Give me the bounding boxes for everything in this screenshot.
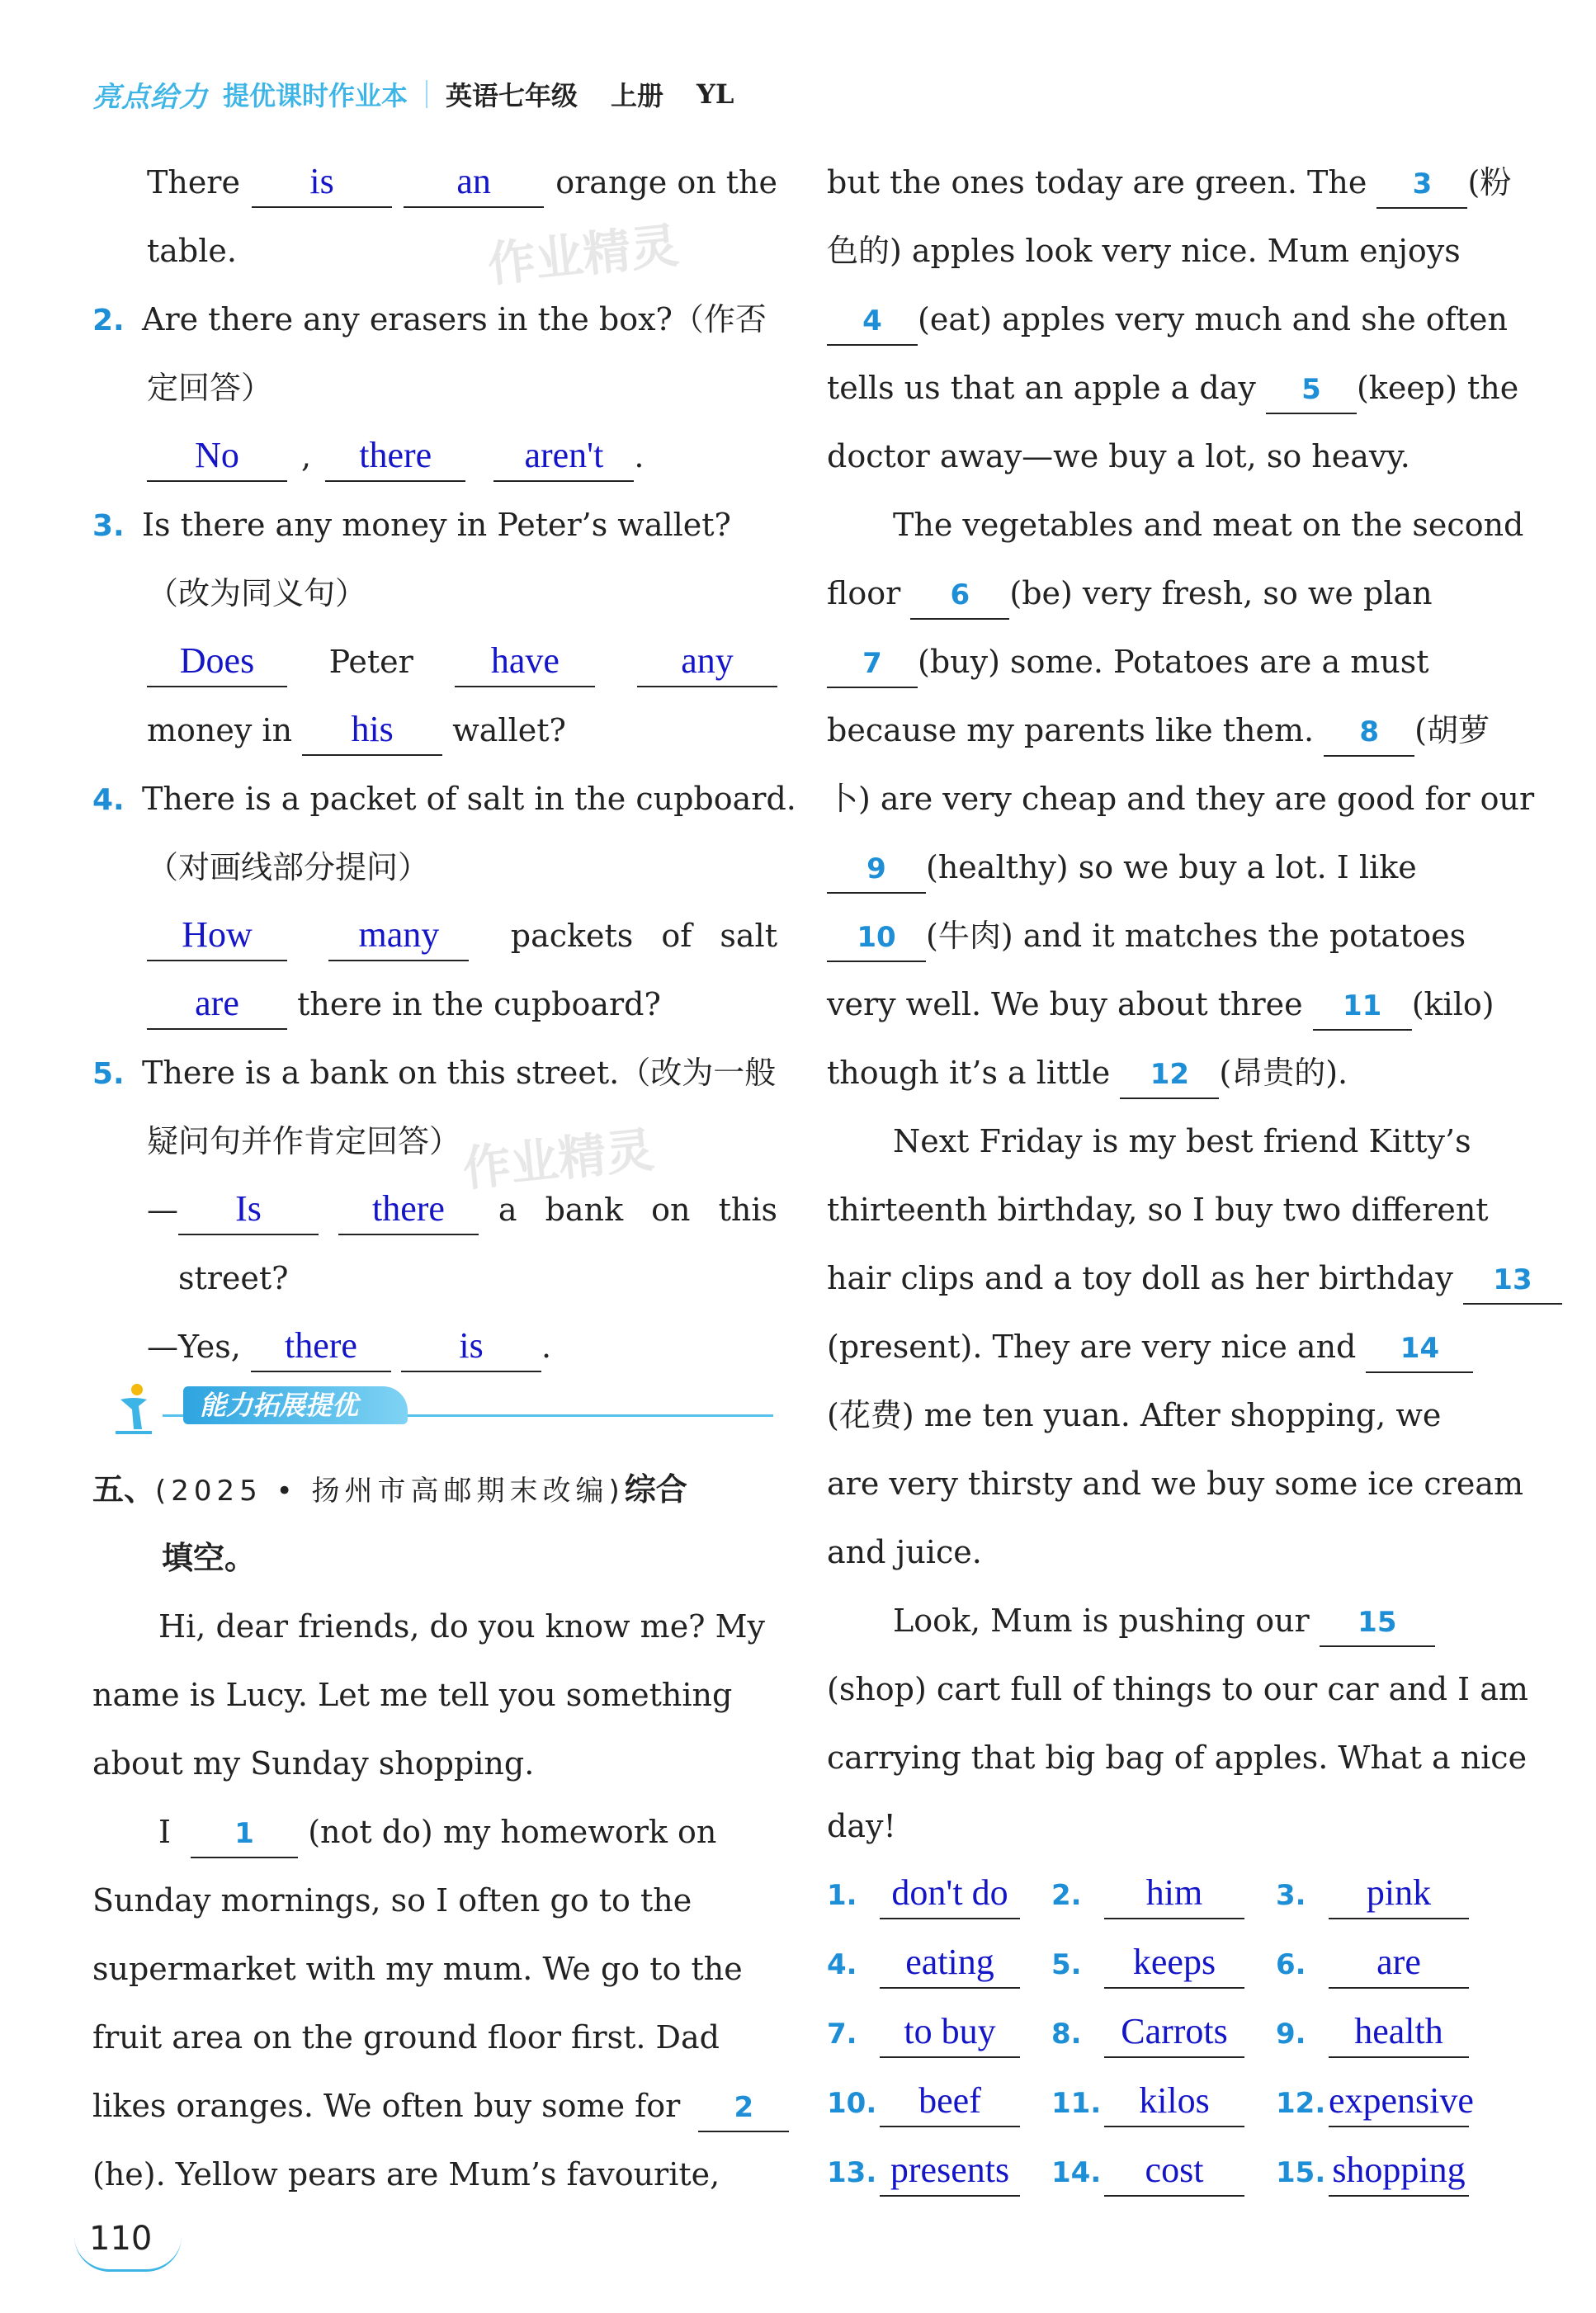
watermark: 作业精灵 xyxy=(460,1121,657,1197)
question-number: 5. xyxy=(92,1057,125,1091)
blank-number[interactable]: 11 xyxy=(1313,983,1412,1031)
passage-line: because my parents like them. 8 (胡萝 xyxy=(827,696,1504,765)
edition-label: YL xyxy=(696,78,734,110)
answer-item: 5. keeps xyxy=(1051,1930,1276,1999)
q3-line xyxy=(92,491,777,559)
passage-line: Look, Mum is pushing our 15 xyxy=(827,1587,1504,1655)
passage-line: 4 (eat) apples very much and she often xyxy=(827,286,1504,354)
q4-answer-line: How many packets of salt xyxy=(92,902,777,970)
runner-icon xyxy=(109,1381,158,1439)
blank-number[interactable]: 6 xyxy=(910,572,1009,620)
blank-number[interactable]: 9 xyxy=(827,846,926,894)
passage-line: The vegetables and meat on the second xyxy=(893,507,1524,543)
question-number: 4. xyxy=(92,783,125,817)
answer-item: 10. beef xyxy=(827,2069,1051,2138)
passage-line: (he). Yellow pears are Mum’s favourite, xyxy=(92,2156,720,2193)
q1-text: orange on the xyxy=(555,164,777,201)
passage-line: and juice. xyxy=(827,1534,982,1570)
answer-blank[interactable]: many xyxy=(328,910,469,961)
answer-blank[interactable]: his xyxy=(302,705,442,756)
question-number: 3. xyxy=(92,509,125,543)
blank-number[interactable]: 13 xyxy=(1463,1257,1562,1305)
answer-blank[interactable]: any xyxy=(637,636,777,687)
q5-line xyxy=(92,1039,777,1107)
answer-key xyxy=(827,1861,1504,2207)
answer-item: 11. kilos xyxy=(1051,2069,1276,2138)
question-text: Is there any money in Peter’s wallet? xyxy=(142,507,731,543)
q4-line xyxy=(92,765,796,833)
passage-line: doctor away—we buy a lot, so heavy. xyxy=(827,438,1410,474)
question-number: 2. xyxy=(92,304,125,338)
q1-line: table. xyxy=(147,233,237,269)
passage-line: Hi, dear friends, do you know me? My xyxy=(158,1608,766,1645)
passage-line: Next Friday is my best friend Kitty’s xyxy=(893,1123,1471,1159)
answer-item: 6. are xyxy=(1276,1930,1500,1999)
passage-line: are very thirsty and we buy some ice cream xyxy=(827,1466,1524,1502)
q1-text: There xyxy=(147,164,240,201)
page-number: 110 xyxy=(89,2220,153,2258)
answer-blank[interactable]: there xyxy=(251,1321,391,1372)
passage-line: supermarket with my mum. We go to the xyxy=(92,1951,743,1987)
passage-line: name is Lucy. Let me tell you something xyxy=(92,1677,733,1713)
answer-row xyxy=(827,1861,1504,1930)
passage-line: but the ones today are green. The 3 (粉 xyxy=(827,149,1504,217)
q3-answer-line: money in his wallet? xyxy=(92,696,777,765)
answer-blank[interactable]: have xyxy=(455,636,595,687)
blank-number[interactable]: 14 xyxy=(1366,1325,1473,1373)
q4-line: （对画线部分提问） xyxy=(147,849,430,885)
brand-logo: 亮点给力 xyxy=(92,80,208,114)
answer-item: 13. presents xyxy=(827,2138,1051,2207)
passage-line: carrying that big bag of apples. What a nice xyxy=(827,1739,1528,1776)
answer-item: 1. don't do xyxy=(827,1861,1051,1930)
passage-line: I 1 (not do) my homework on xyxy=(92,1798,777,1867)
passage-line: thirteenth birthday, so I buy two different xyxy=(827,1192,1489,1228)
header-divider xyxy=(426,80,427,108)
q2-answer-line: No , there aren't . xyxy=(92,422,777,491)
right-column xyxy=(827,149,1535,2207)
answer-item: 4. eating xyxy=(827,1930,1051,1999)
answer-blank[interactable]: Does xyxy=(147,636,287,687)
blank-number[interactable]: 12 xyxy=(1120,1051,1219,1099)
answer-blank[interactable]: No xyxy=(147,431,287,482)
blank-number[interactable]: 3 xyxy=(1376,161,1467,209)
answer-item: 7. to buy xyxy=(827,1999,1051,2069)
answer-blank[interactable]: there xyxy=(325,431,465,482)
passage-line: though it’s a little 12 (昂贵的). xyxy=(827,1039,1504,1107)
blank-number[interactable]: 7 xyxy=(827,640,918,688)
answer-blank[interactable]: How xyxy=(147,910,287,961)
blank-number[interactable]: 8 xyxy=(1324,709,1414,757)
question-text: Are there any erasers in the box?（作否 xyxy=(142,301,767,338)
answer-blank[interactable]: an xyxy=(404,157,544,208)
page-header xyxy=(92,73,1512,116)
q2-line xyxy=(92,286,777,354)
watermark: 作业精灵 xyxy=(484,217,682,293)
q5-answer-line: — Is there a bank on this xyxy=(92,1176,777,1244)
answer-row xyxy=(827,2069,1504,2138)
passage-line: (shop) cart full of things to our car and I am xyxy=(827,1671,1528,1707)
answer-blank[interactable]: is xyxy=(252,157,392,208)
passage-line: 色的) apples look very nice. Mum enjoys xyxy=(827,233,1461,269)
blank-number[interactable]: 5 xyxy=(1266,366,1357,414)
answer-blank[interactable]: aren't xyxy=(493,431,634,482)
passage-line: very well. We buy about three 11 (kilo) xyxy=(827,970,1504,1039)
q2-line: 定回答） xyxy=(147,370,273,406)
answer-item: 15. shopping xyxy=(1276,2138,1500,2207)
q3-answer-line: Does Peter have any xyxy=(92,628,777,696)
q5-line: street? xyxy=(178,1260,289,1296)
passage-line: 7 (buy) some. Potatoes are a must xyxy=(827,628,1504,696)
banner-title: 能力拓展提优 xyxy=(183,1386,408,1424)
answer-item: 9. health xyxy=(1276,1999,1500,2069)
book-series: 提优课时作业本 xyxy=(223,80,408,111)
blank-number[interactable]: 10 xyxy=(827,914,926,962)
q4-answer-line: are there in the cupboard? xyxy=(92,970,777,1039)
passage-line: likes oranges. We often buy some for 2 xyxy=(92,2072,777,2141)
answer-item: 8. Carrots xyxy=(1051,1999,1276,2069)
answer-row xyxy=(827,1930,1504,1999)
answer-blank[interactable]: are xyxy=(147,979,287,1030)
q1-line xyxy=(92,149,777,217)
answer-blank[interactable]: Is xyxy=(178,1184,319,1235)
passage-line: 9 (healthy) so we buy a lot. I like xyxy=(827,833,1504,902)
section-source: (2025 • 扬州市高邮期末改编) xyxy=(155,1475,625,1508)
section-title: 综合 xyxy=(624,1471,687,1508)
answer-row xyxy=(827,2138,1504,2207)
left-column xyxy=(92,149,796,2209)
q5-line: 疑问句并作肯定回答） xyxy=(147,1123,461,1159)
blank-number[interactable]: 15 xyxy=(1320,1599,1435,1647)
question-text: There is a bank on this street.（改为一般 xyxy=(142,1055,777,1091)
passage-line: tells us that an apple a day 5 (keep) the xyxy=(827,354,1504,422)
passage-line: 卜) are very cheap and they are good for our xyxy=(827,781,1535,817)
volume-label: 上册 xyxy=(611,80,664,111)
passage-line: (花费) me ten yuan. After shopping, we xyxy=(827,1397,1442,1433)
blank-number[interactable]: 1 xyxy=(191,1810,298,1858)
section-title-line xyxy=(92,1524,777,1593)
grade-label: 英语七年级 xyxy=(446,80,578,111)
passage-line: Sunday mornings, so I often go to the xyxy=(92,1882,692,1919)
blank-number[interactable]: 4 xyxy=(827,298,918,346)
passage-line: floor 6 (be) very fresh, so we plan xyxy=(827,559,1504,628)
answer-item: 12. expensive xyxy=(1276,2069,1500,2138)
answer-row xyxy=(827,1999,1504,2069)
q5-answer-line: —Yes, there is . xyxy=(92,1313,777,1381)
section-banner xyxy=(92,1381,777,1456)
passage-line: fruit area on the ground floor first. Dad xyxy=(92,2019,720,2056)
passage-line: hair clips and a toy doll as her birthday 13 xyxy=(827,1244,1504,1313)
q3-line: （改为同义句） xyxy=(147,575,367,611)
passage-line: day! xyxy=(827,1808,896,1844)
answer-item: 14. cost xyxy=(1051,2138,1276,2207)
answer-blank[interactable]: there xyxy=(338,1184,479,1235)
answer-item: 2. him xyxy=(1051,1861,1276,1930)
answer-item: 3. pink xyxy=(1276,1861,1500,1930)
passage-line: (present). They are very nice and 14 xyxy=(827,1313,1504,1381)
question-text: There is a packet of salt in the cupboard. xyxy=(142,781,796,817)
section-title: 填空。 xyxy=(162,1540,257,1576)
section-title-line xyxy=(92,1456,777,1524)
blank-number[interactable]: 2 xyxy=(698,2084,789,2132)
answer-blank[interactable]: is xyxy=(401,1321,541,1372)
section-number: 五、 xyxy=(92,1471,156,1508)
passage-line: 10 (牛肉) and it matches the potatoes xyxy=(827,902,1504,970)
passage-line: about my Sunday shopping. xyxy=(92,1745,535,1782)
